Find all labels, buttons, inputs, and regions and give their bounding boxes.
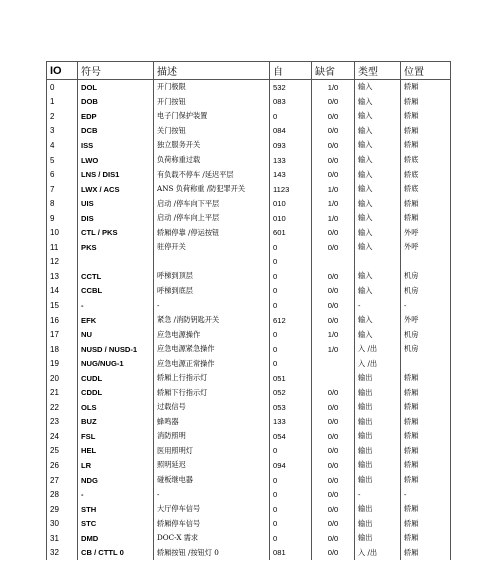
cell-position: 轿厢	[401, 400, 451, 415]
cell-position: 轿底	[401, 167, 451, 182]
cell-description: 消防照明	[154, 429, 270, 444]
cell-auto: 0	[270, 487, 312, 502]
cell-symbol: BUZ	[78, 415, 154, 430]
table-body	[47, 80, 451, 561]
cell-description: -	[154, 298, 270, 313]
cell-auto: 0	[270, 342, 312, 357]
cell-description: 应急电源正常操作	[154, 356, 270, 371]
cell-symbol: EFK	[78, 313, 154, 328]
header-description: 描述	[154, 62, 270, 80]
cell-symbol: STC	[78, 516, 154, 531]
cell-io: 9	[47, 211, 78, 226]
cell-auto: 133	[270, 153, 312, 168]
table-row	[47, 284, 451, 299]
io-table	[46, 61, 451, 560]
cell-position: 轿厢	[401, 124, 451, 139]
cell-position: 轿底	[401, 182, 451, 197]
cell-io: 12	[47, 255, 78, 270]
cell-position: 机房	[401, 284, 451, 299]
cell-io: 13	[47, 269, 78, 284]
cell-position: -	[401, 298, 451, 313]
cell-io: 0	[47, 80, 78, 95]
cell-description: 轿厢按钮 /按钮灯 0	[154, 546, 270, 561]
cell-io: 22	[47, 400, 78, 415]
cell-symbol: LR	[78, 458, 154, 473]
cell-description: 呼梯到顶层	[154, 269, 270, 284]
cell-default: 1/0	[312, 211, 355, 226]
cell-symbol: OLS	[78, 400, 154, 415]
cell-io: 28	[47, 487, 78, 502]
cell-default: 0/0	[312, 167, 355, 182]
cell-io: 18	[47, 342, 78, 357]
cell-io: 1	[47, 95, 78, 110]
cell-symbol: DCB	[78, 124, 154, 139]
table-row	[47, 356, 451, 371]
cell-symbol: -	[78, 298, 154, 313]
cell-auto: 0	[270, 327, 312, 342]
cell-auto: 052	[270, 385, 312, 400]
cell-description: 启动 /停车向下平层	[154, 196, 270, 211]
cell-default: 1/0	[312, 342, 355, 357]
cell-type: 输入	[355, 313, 401, 328]
cell-default: 0/0	[312, 531, 355, 546]
cell-io: 26	[47, 458, 78, 473]
cell-symbol: NDG	[78, 473, 154, 488]
table-row	[47, 516, 451, 531]
cell-position: 轿厢	[401, 138, 451, 153]
cell-default: 0/0	[312, 284, 355, 299]
cell-type: 输入	[355, 95, 401, 110]
cell-symbol: PKS	[78, 240, 154, 255]
cell-description: 负荷称重过载	[154, 153, 270, 168]
cell-symbol: NU	[78, 327, 154, 342]
cell-auto: 093	[270, 138, 312, 153]
cell-type: 输入	[355, 182, 401, 197]
cell-auto: 0	[270, 531, 312, 546]
header-auto: 自	[270, 62, 312, 80]
cell-io: 27	[47, 473, 78, 488]
cell-default	[312, 255, 355, 270]
cell-auto: 010	[270, 211, 312, 226]
cell-auto: 084	[270, 124, 312, 139]
cell-symbol: ISS	[78, 138, 154, 153]
cell-position: 轿厢	[401, 502, 451, 517]
cell-io: 24	[47, 429, 78, 444]
cell-type: 输入	[355, 124, 401, 139]
cell-default	[312, 371, 355, 386]
cell-auto: 083	[270, 95, 312, 110]
cell-symbol: -	[78, 487, 154, 502]
cell-default: 0/0	[312, 124, 355, 139]
cell-default: 0/0	[312, 313, 355, 328]
table-row	[47, 124, 451, 139]
table-row	[47, 196, 451, 211]
cell-default: 0/0	[312, 546, 355, 561]
cell-position: 轿厢	[401, 385, 451, 400]
cell-type: 输出	[355, 400, 401, 415]
header-position: 位置	[401, 62, 451, 80]
cell-position: 轿厢	[401, 444, 451, 459]
table-row	[47, 138, 451, 153]
header-row	[47, 62, 451, 80]
cell-io: 16	[47, 313, 78, 328]
cell-position: 轿厢	[401, 429, 451, 444]
table-row	[47, 182, 451, 197]
cell-io: 19	[47, 356, 78, 371]
cell-auto: 133	[270, 415, 312, 430]
cell-io: 25	[47, 444, 78, 459]
cell-default: 1/0	[312, 182, 355, 197]
cell-default: 0/0	[312, 385, 355, 400]
cell-symbol: DIS	[78, 211, 154, 226]
cell-symbol: CDDL	[78, 385, 154, 400]
cell-io: 23	[47, 415, 78, 430]
cell-symbol: LWO	[78, 153, 154, 168]
table-row	[47, 153, 451, 168]
table-row	[47, 167, 451, 182]
cell-io: 7	[47, 182, 78, 197]
cell-auto: 054	[270, 429, 312, 444]
cell-type: 输出	[355, 444, 401, 459]
cell-auto: 053	[270, 400, 312, 415]
cell-symbol: CCBL	[78, 284, 154, 299]
cell-io: 29	[47, 502, 78, 517]
cell-position: 轿厢	[401, 531, 451, 546]
table-row	[47, 211, 451, 226]
cell-description: 照明延迟	[154, 458, 270, 473]
cell-io: 30	[47, 516, 78, 531]
cell-description: 轿厢上行指示灯	[154, 371, 270, 386]
table-row	[47, 473, 451, 488]
table-row	[47, 313, 451, 328]
cell-default: 1/0	[312, 327, 355, 342]
cell-position: 轿厢	[401, 473, 451, 488]
cell-default	[312, 356, 355, 371]
cell-symbol: NUSD / NUSD-1	[78, 342, 154, 357]
cell-auto: 601	[270, 225, 312, 240]
cell-position	[401, 255, 451, 270]
cell-position: -	[401, 487, 451, 502]
cell-type: 输入	[355, 327, 401, 342]
cell-default: 0/0	[312, 458, 355, 473]
cell-io: 2	[47, 109, 78, 124]
cell-symbol: DOB	[78, 95, 154, 110]
cell-auto: 612	[270, 313, 312, 328]
cell-symbol: NUG/NUG-1	[78, 356, 154, 371]
header-io: IO	[47, 62, 78, 80]
cell-position: 轿厢	[401, 196, 451, 211]
cell-description: 医用照明灯	[154, 444, 270, 459]
cell-auto: 0	[270, 255, 312, 270]
cell-position: 轿厢	[401, 458, 451, 473]
table-row	[47, 240, 451, 255]
cell-io: 32	[47, 546, 78, 561]
cell-position	[401, 356, 451, 371]
cell-default: 0/0	[312, 516, 355, 531]
cell-type: 输入	[355, 138, 401, 153]
cell-auto: 0	[270, 284, 312, 299]
cell-symbol: CUDL	[78, 371, 154, 386]
cell-type: 输入	[355, 211, 401, 226]
table-row	[47, 255, 451, 270]
cell-description: 驻停开关	[154, 240, 270, 255]
table-row	[47, 487, 451, 502]
cell-position: 轿厢	[401, 415, 451, 430]
cell-description: DOC-X 需求	[154, 531, 270, 546]
cell-io: 10	[47, 225, 78, 240]
cell-auto: 0	[270, 444, 312, 459]
cell-symbol: DOL	[78, 80, 154, 95]
cell-type: 输出	[355, 473, 401, 488]
table-row	[47, 385, 451, 400]
table-row	[47, 458, 451, 473]
cell-default: 0/0	[312, 487, 355, 502]
table-row	[47, 342, 451, 357]
cell-type: 输出	[355, 531, 401, 546]
cell-description: 紧急 /消防钥匙开关	[154, 313, 270, 328]
cell-io: 14	[47, 284, 78, 299]
cell-position: 机房	[401, 342, 451, 357]
cell-description: 轿厢停车信号	[154, 516, 270, 531]
cell-type: 输入	[355, 269, 401, 284]
table-row	[47, 415, 451, 430]
cell-description: 应急电源紧急操作	[154, 342, 270, 357]
table-row	[47, 95, 451, 110]
cell-symbol: LNS / DIS1	[78, 167, 154, 182]
cell-auto: 0	[270, 269, 312, 284]
header-type: 类型	[355, 62, 401, 80]
table-row	[47, 298, 451, 313]
cell-description: 大厅停车信号	[154, 502, 270, 517]
cell-type: 输出	[355, 385, 401, 400]
cell-symbol: HEL	[78, 444, 154, 459]
cell-symbol: CCTL	[78, 269, 154, 284]
cell-symbol: STH	[78, 502, 154, 517]
cell-default: 0/0	[312, 138, 355, 153]
cell-default: 0/0	[312, 298, 355, 313]
cell-position: 轿厢	[401, 80, 451, 95]
cell-default: 0/0	[312, 415, 355, 430]
cell-position: 轿底	[401, 153, 451, 168]
cell-description: 蜂鸣器	[154, 415, 270, 430]
table-row	[47, 546, 451, 561]
cell-symbol: EDP	[78, 109, 154, 124]
table-row	[47, 80, 451, 95]
cell-symbol: CTL / PKS	[78, 225, 154, 240]
cell-description: 轿厢停靠 /停运按钮	[154, 225, 270, 240]
cell-io: 31	[47, 531, 78, 546]
cell-type: 输入	[355, 80, 401, 95]
cell-auto: 143	[270, 167, 312, 182]
cell-auto: 0	[270, 516, 312, 531]
cell-description: 开门按钮	[154, 95, 270, 110]
table-row	[47, 531, 451, 546]
cell-type: 入 /出	[355, 546, 401, 561]
cell-position: 轿厢	[401, 516, 451, 531]
cell-default: 0/0	[312, 400, 355, 415]
cell-auto: 1123	[270, 182, 312, 197]
cell-auto: 081	[270, 546, 312, 561]
cell-auto: 094	[270, 458, 312, 473]
cell-io: 6	[47, 167, 78, 182]
cell-position: 外呼	[401, 313, 451, 328]
cell-auto: 532	[270, 80, 312, 95]
cell-auto: 0	[270, 473, 312, 488]
cell-io: 15	[47, 298, 78, 313]
header-symbol: 符号	[78, 62, 154, 80]
cell-auto: 0	[270, 502, 312, 517]
cell-description: 过载信号	[154, 400, 270, 415]
cell-position: 轿厢	[401, 95, 451, 110]
cell-type: 入 /出	[355, 342, 401, 357]
cell-description: -	[154, 487, 270, 502]
cell-description: 碰板继电器	[154, 473, 270, 488]
cell-type: 输出	[355, 458, 401, 473]
cell-position: 外呼	[401, 225, 451, 240]
cell-description: 有负载不停车 /延迟平层	[154, 167, 270, 182]
cell-description: 独立服务开关	[154, 138, 270, 153]
cell-description: ANS 负荷称重 /防犯罪开关	[154, 182, 270, 197]
cell-default: 0/0	[312, 153, 355, 168]
cell-position: 机房	[401, 269, 451, 284]
table-row	[47, 269, 451, 284]
cell-default: 0/0	[312, 225, 355, 240]
table-row	[47, 225, 451, 240]
cell-type: -	[355, 487, 401, 502]
cell-io: 20	[47, 371, 78, 386]
cell-description: 轿厢下行指示灯	[154, 385, 270, 400]
cell-description	[154, 255, 270, 270]
cell-type	[355, 255, 401, 270]
table-row	[47, 444, 451, 459]
cell-description: 呼梯到底层	[154, 284, 270, 299]
cell-io: 3	[47, 124, 78, 139]
cell-default: 0/0	[312, 444, 355, 459]
table-row	[47, 502, 451, 517]
cell-type: 输入	[355, 153, 401, 168]
cell-default: 1/0	[312, 80, 355, 95]
cell-auto: 051	[270, 371, 312, 386]
cell-type: 输出	[355, 415, 401, 430]
cell-auto: 0	[270, 356, 312, 371]
cell-type: 输出	[355, 502, 401, 517]
cell-type: 输入	[355, 225, 401, 240]
cell-io: 5	[47, 153, 78, 168]
cell-symbol: CB / CTTL 0	[78, 546, 154, 561]
cell-io: 8	[47, 196, 78, 211]
cell-position: 外呼	[401, 240, 451, 255]
cell-symbol	[78, 255, 154, 270]
cell-position: 轿厢	[401, 109, 451, 124]
cell-type: 入 /出	[355, 356, 401, 371]
cell-default: 1/0	[312, 196, 355, 211]
cell-io: 4	[47, 138, 78, 153]
cell-symbol: LWX / ACS	[78, 182, 154, 197]
table-row	[47, 429, 451, 444]
cell-io: 21	[47, 385, 78, 400]
cell-io: 11	[47, 240, 78, 255]
cell-default: 0/0	[312, 429, 355, 444]
cell-description: 应急电源操作	[154, 327, 270, 342]
cell-default: 0/0	[312, 95, 355, 110]
cell-symbol: UIS	[78, 196, 154, 211]
cell-type: 输出	[355, 371, 401, 386]
table-row	[47, 371, 451, 386]
cell-description: 开门极限	[154, 80, 270, 95]
cell-type: 输入	[355, 284, 401, 299]
cell-type: -	[355, 298, 401, 313]
cell-type: 输入	[355, 196, 401, 211]
table-row	[47, 109, 451, 124]
cell-type: 输出	[355, 429, 401, 444]
cell-position: 轿厢	[401, 546, 451, 561]
cell-type: 输出	[355, 516, 401, 531]
cell-auto: 0	[270, 298, 312, 313]
cell-default: 0/0	[312, 473, 355, 488]
cell-type: 输入	[355, 109, 401, 124]
cell-position: 轿厢	[401, 371, 451, 386]
cell-symbol: FSL	[78, 429, 154, 444]
cell-symbol: DMD	[78, 531, 154, 546]
cell-io: 17	[47, 327, 78, 342]
cell-default: 0/0	[312, 269, 355, 284]
cell-type: 输入	[355, 240, 401, 255]
table-row	[47, 400, 451, 415]
table-header	[47, 62, 451, 80]
cell-description: 关门按钮	[154, 124, 270, 139]
cell-default: 0/0	[312, 240, 355, 255]
cell-type: 输入	[355, 167, 401, 182]
cell-auto: 010	[270, 196, 312, 211]
cell-auto: 0	[270, 109, 312, 124]
cell-default: 0/0	[312, 109, 355, 124]
cell-description: 启动 /停车向上平层	[154, 211, 270, 226]
cell-default: 0/0	[312, 502, 355, 517]
header-default: 缺省	[312, 62, 355, 80]
cell-position: 机房	[401, 327, 451, 342]
cell-description: 电子门保护装置	[154, 109, 270, 124]
cell-position: 轿厢	[401, 211, 451, 226]
table-row	[47, 327, 451, 342]
cell-auto: 0	[270, 240, 312, 255]
